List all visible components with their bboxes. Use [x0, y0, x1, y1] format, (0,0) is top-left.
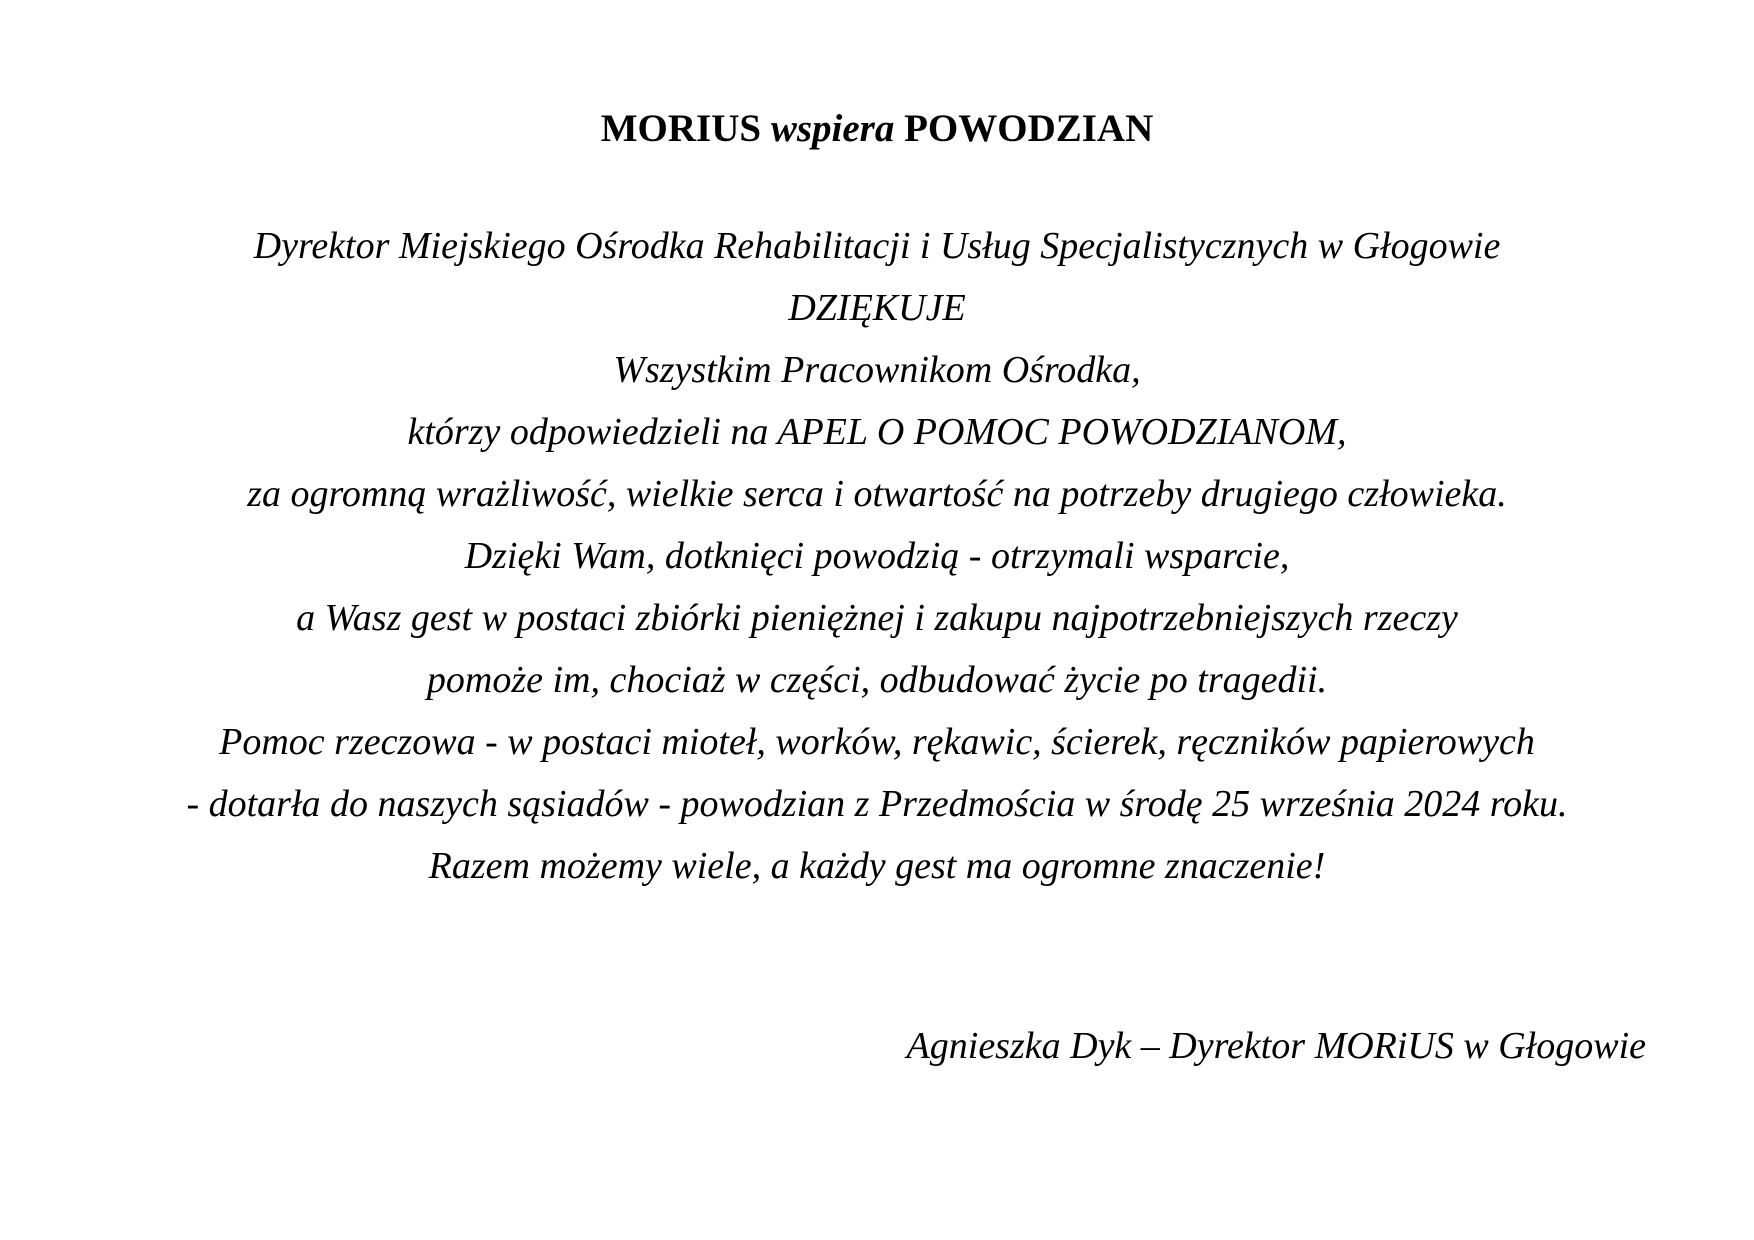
title-org: MORIUS [600, 107, 762, 150]
text-line-sensitivity: za ogromną wrażliwość, wielkie serca i otwartość na potrzeby drugiego człowieka. [247, 473, 1507, 515]
text-line-rebuild: pomoże im, chociaż w części, odbudować życie po tragedii. [426, 659, 1328, 701]
text-line-collection: a Wasz gest w postaci zbiórki pieniężnej i zakupu najpotrzebniejszych rzeczy [296, 597, 1458, 639]
text-line-director: Dyrektor Miejskiego Ośrodka Rehabilitacji i Usług Specjalistycznych w Głogowie [253, 225, 1501, 267]
signature: Agnieszka Dyk – Dyrektor MORiUS w Głogowie [906, 1025, 1646, 1067]
text-line-together: Razem możemy wiele, a każdy gest ma ogromne znaczenie! [428, 845, 1326, 887]
title-verb: wspiera [770, 107, 895, 150]
text-line-employees: Wszystkim Pracownikom Ośrodka, [613, 349, 1141, 391]
document-title [0, 104, 1754, 154]
text-line-support: Dzięki Wam, dotknięci powodzią - otrzymali wsparcie, [464, 535, 1290, 577]
text-line-thanks: DZIĘKUJE [788, 287, 966, 329]
text-line-delivery: - dotarła do naszych sąsiadów - powodzian z Przedmościa w środę 25 września 2024 roku. [186, 783, 1568, 825]
text-line-appeal: którzy odpowiedzieli na APEL O POMOC POWODZIANOM, [407, 411, 1347, 453]
title-object: POWODZIAN [904, 107, 1154, 150]
text-line-material-aid: Pomoc rzeczowa - w postaci mioteł, worków, rękawic, ścierek, ręczników papierowych [219, 721, 1535, 763]
